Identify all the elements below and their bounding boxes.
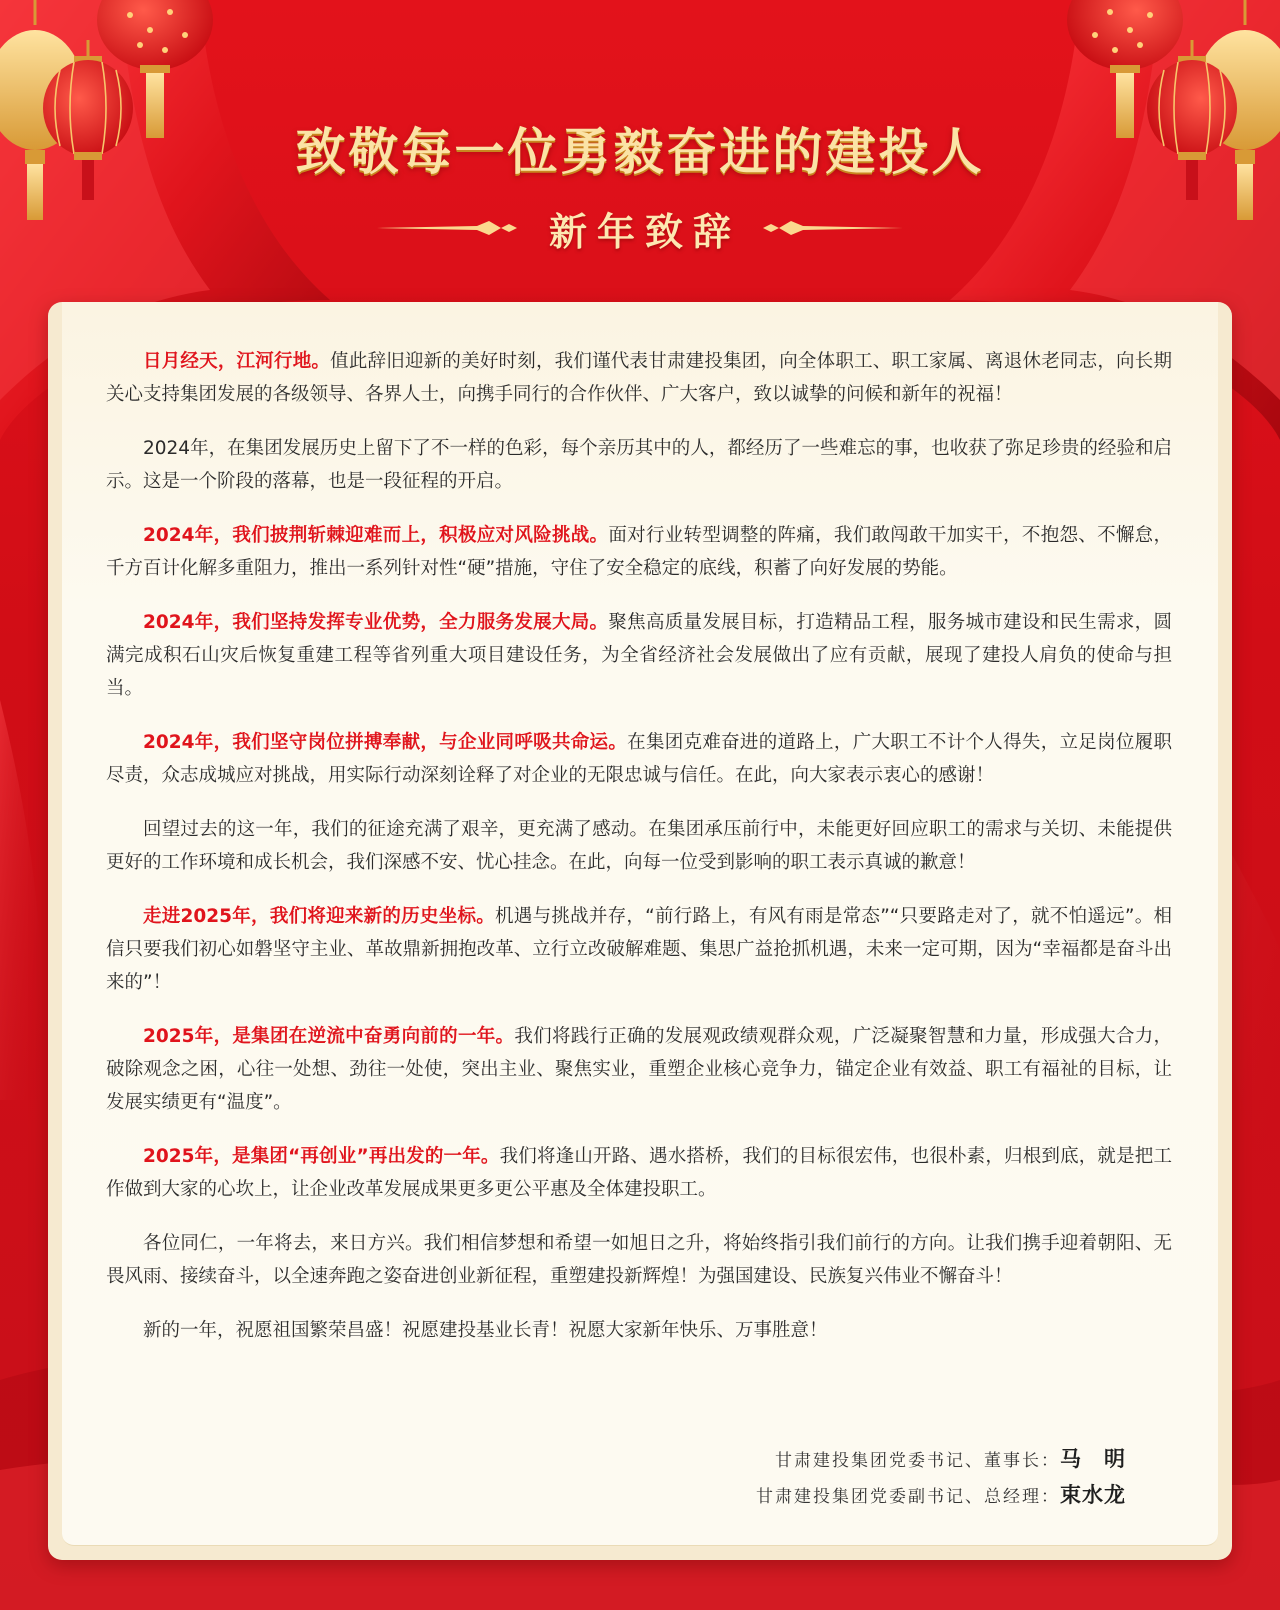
paragraph-text: 各位同仁，一年将去，来日方兴。我们相信梦想和希望一如旭日之升，将始终指引我们前行的方向。让我们携手迎着朝阳、无畏风雨、接续奋斗，以全速奔跑之姿奋进创业新征程，重塑建投新辉煌！为强国建设、民族复兴伟业不懈奋斗！ — [106, 1233, 1172, 1287]
paragraph — [106, 1140, 1172, 1206]
paragraph-lead: 2025年，是集团“再创业”再出发的一年。 — [143, 1146, 500, 1167]
paragraph — [106, 1227, 1172, 1293]
signature-block — [756, 1440, 1132, 1512]
subtitle-row — [0, 198, 1280, 258]
header — [0, 0, 1280, 300]
paragraph — [106, 432, 1172, 498]
paragraph-lead: 2025年，是集团在逆流中奋勇向前的一年。 — [143, 1026, 515, 1047]
paragraph-text: 2024年，在集团发展历史上留下了不一样的色彩，每个亲历其中的人，都经历了一些难忘的事，也收获了弥足珍贵的经验和启示。这是一个阶段的落幕，也是一段征程的开启。 — [106, 438, 1172, 492]
ornament-divider-icon — [763, 221, 903, 235]
paragraph-text: 我们将逢山开路、遇水搭桥，我们的目标很宏伟，也很朴素，归根到底，就是把工作做到大家的心坎上，让企业改革发展成果更多更公平惠及全体建投职工。 — [106, 1146, 1172, 1200]
signature-name: 束水龙 — [1060, 1482, 1126, 1507]
signature-role: 甘肃建投集团党委书记、董事长： — [775, 1450, 1060, 1471]
paragraph — [106, 1020, 1172, 1119]
signature-line — [756, 1440, 1132, 1476]
letter-body — [106, 345, 1172, 1368]
paragraph-text: 面对行业转型调整的阵痛，我们敢闯敢干加实干，不抱怨、不懈怠，千方百计化解多重阻力，推出一系列针对性“硬”措施，守住了安全稳定的底线，积蓄了向好发展的势能。 — [106, 525, 1172, 579]
ornament-divider-icon — [377, 221, 517, 235]
page-subtitle: 新年致辞 — [548, 209, 741, 254]
paragraph — [106, 726, 1172, 792]
paragraph-text: 在集团克难奋进的道路上，广大职工不计个人得失，立足岗位履职尽责，众志成城应对挑战，用实际行动深刻诠释了对企业的无限忠诚与信任。在此，向大家表示衷心的感谢！ — [106, 732, 1172, 786]
paragraph-lead: 2024年，我们坚持发挥专业优势，全力服务发展大局。 — [143, 612, 609, 633]
paragraph — [106, 345, 1172, 411]
paragraph-lead: 2024年，我们坚守岗位拼搏奉献，与企业同呼吸共命运。 — [143, 732, 628, 753]
paragraph-lead: 日月经天，江河行地。 — [143, 351, 331, 372]
paragraph — [106, 519, 1172, 585]
page-title: 致敬每一位勇毅奋进的建投人 — [295, 122, 985, 181]
paragraph-text: 聚焦高质量发展目标，打造精品工程，服务城市建设和民生需求，圆满完成积石山灾后恢复重建工程等省列重大项目建设任务，为全省经济社会发展做出了应有贡献，展现了建投人肩负的使命与担当。 — [106, 612, 1172, 699]
paragraph-lead: 走进2025年，我们将迎来新的历史坐标。 — [143, 906, 496, 927]
paragraph-lead: 2024年，我们披荆斩棘迎难而上，积极应对风险挑战。 — [143, 525, 609, 546]
paragraph-text: 回望过去的这一年，我们的征途充满了艰辛，更充满了感动。在集团承压前行中，未能更好回应职工的需求与关切、未能提供更好的工作环境和成长机会，我们深感不安、忧心挂念。在此，向每一位受到影响的职工表示真诚的歉意！ — [106, 819, 1172, 873]
signature-name: 马 明 — [1060, 1446, 1126, 1471]
paragraph-text: 机遇与挑战并存，“前行路上，有风有雨是常态”“只要路走对了，就不怕遥远”。相信只要我们初心如磐坚守主业、革故鼎新拥抱改革、立行立改破解难题、集思广益抢抓机遇，未来一定可期，因为“幸福都是奋斗出来的”！ — [106, 906, 1172, 993]
paragraph — [106, 813, 1172, 879]
signature-line — [756, 1476, 1132, 1512]
paragraph — [106, 1314, 1172, 1347]
paragraph — [106, 900, 1172, 999]
paragraph-text: 我们将践行正确的发展观政绩观群众观，广泛凝聚智慧和力量，形成强大合力，破除观念之困，心往一处想、劲往一处使，突出主业、聚焦实业，重塑企业核心竞争力，锚定企业有效益、职工有福祉的目标，让发展实绩更有“温度”。 — [106, 1026, 1172, 1113]
paragraph-text: 值此辞旧迎新的美好时刻，我们谨代表甘肃建投集团，向全体职工、职工家属、离退休老同志，向长期关心支持集团发展的各级领导、各界人士，向携手同行的合作伙伴、广大客户，致以诚挚的问候和新年的祝福！ — [106, 351, 1172, 405]
paragraph — [106, 606, 1172, 705]
signature-role: 甘肃建投集团党委副书记、总经理： — [756, 1486, 1060, 1507]
paragraph-text: 新的一年，祝愿祖国繁荣昌盛！祝愿建投基业长青！祝愿大家新年快乐、万事胜意！ — [143, 1320, 828, 1341]
